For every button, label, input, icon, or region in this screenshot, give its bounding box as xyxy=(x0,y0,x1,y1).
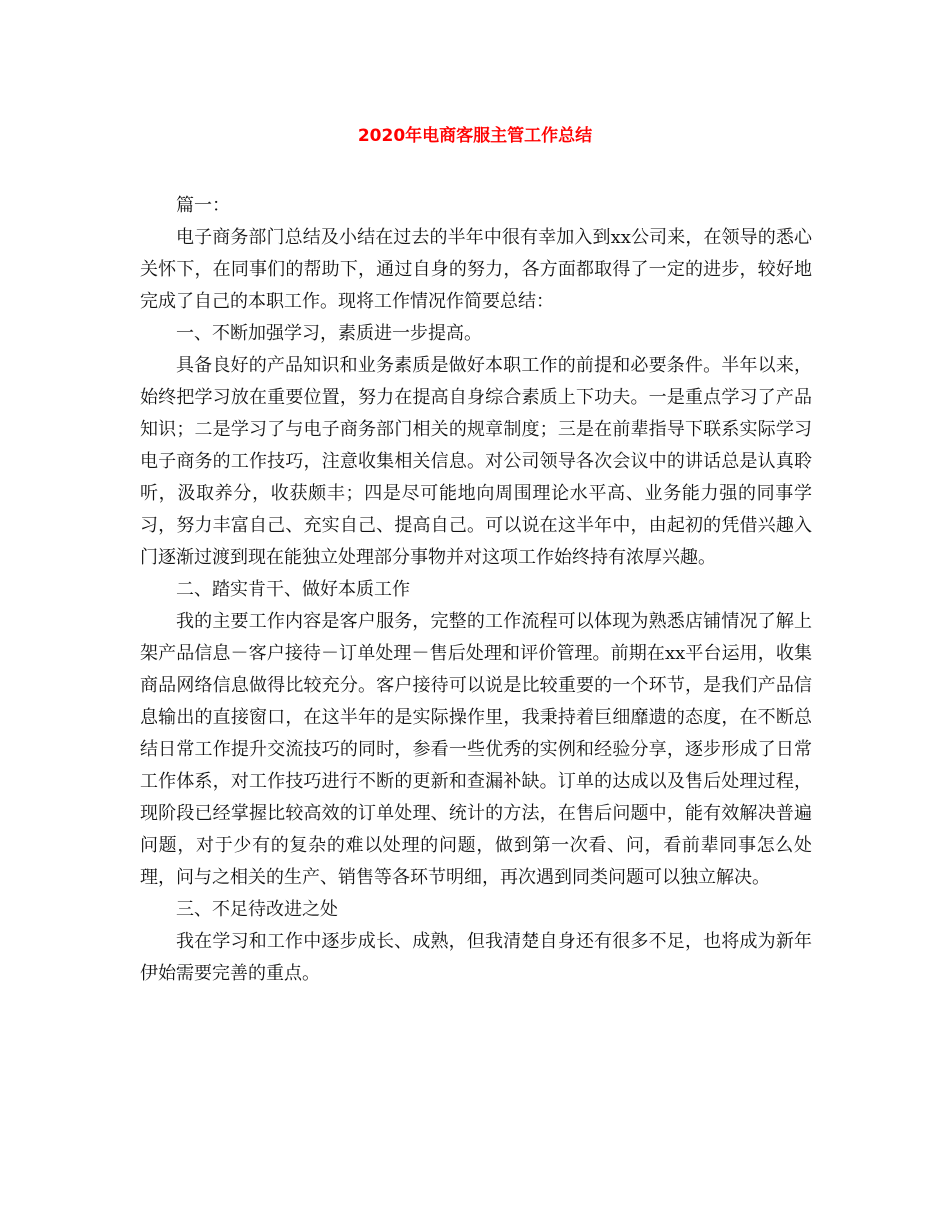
section-heading-2: 二、踏实肯干、做好本质工作 xyxy=(176,579,410,600)
paragraph-section-1: 具备良好的产品知识和业务素质是做好本职工作的前提和必要条件。半年以来，始终把学习放在重要位置，努力在提高自身综合素质上下功夫。一是重点学习了产品知识；二是学习了与电子商务部门相关的规章制度；三是在前辈指导下联系实际学习电子商务的工作技巧，注意收集相关信息。对公司领导各次会议中的讲话总是认真聆听，汲取养分，收获颇丰；四是尽可能地向周围理论水平高、业务能力强的同事学习，努力丰富自己、充实自己、提高自己。可以说在这半年中，由起初的凭借兴趣入门逐渐过渡到现在能独立处理部分事物并对这项工作始终持有浓厚兴趣。 xyxy=(140,355,812,568)
paragraph-heading-part-one: 篇一： xyxy=(176,195,230,216)
paragraph-section-2: 我的主要工作内容是客户服务，完整的工作流程可以体现为熟悉店铺情况了解上架产品信息－客户接待－订单处理－售后处理和评价管理。前期在xx平台运用，收集商品网络信息做得比较充分。客户接待可以说是比较重要的一个环节，是我们产品信息输出的直接窗口，在这半年的是实际操作里，我秉持着巨细靡遗的态度，在不断总结日常工作提升交流技巧的同时，参看一些优秀的实例和经验分享，逐步形成了日常工作体系，对工作技巧进行不断的更新和查漏补缺。订单的达成以及售后处理过程，现阶段已经掌握比较高效的订单处理、统计的方法，在售后问题中，能有效解决普遍问题，对于少有的复杂的难以处理的问题，做到第一次看、问，看前辈同事怎么处理，问与之相关的生产、销售等各环节明细，再次遇到同类问题可以独立解决。 xyxy=(140,611,812,888)
paragraph-intro: 电子商务部门总结及小结在过去的半年中很有幸加入到xx公司来，在领导的悉心关怀下，在同事们的帮助下，通过自身的努力，各方面都取得了一定的进步，较好地完成了自己的本职工作。现将工作情况作简要总结： xyxy=(140,227,812,312)
section-heading-3: 三、不足待改进之处 xyxy=(176,899,338,920)
document-body xyxy=(140,190,812,990)
section-heading-1: 一、不断加强学习，素质进一步提高。 xyxy=(176,323,482,344)
document-title: 2020年电商客服主管工作总结 xyxy=(357,126,593,146)
paragraph-section-3: 我在学习和工作中逐步成长、成熟，但我清楚自身还有很多不足，也将成为新年伊始需要完善的重点。 xyxy=(140,931,812,984)
